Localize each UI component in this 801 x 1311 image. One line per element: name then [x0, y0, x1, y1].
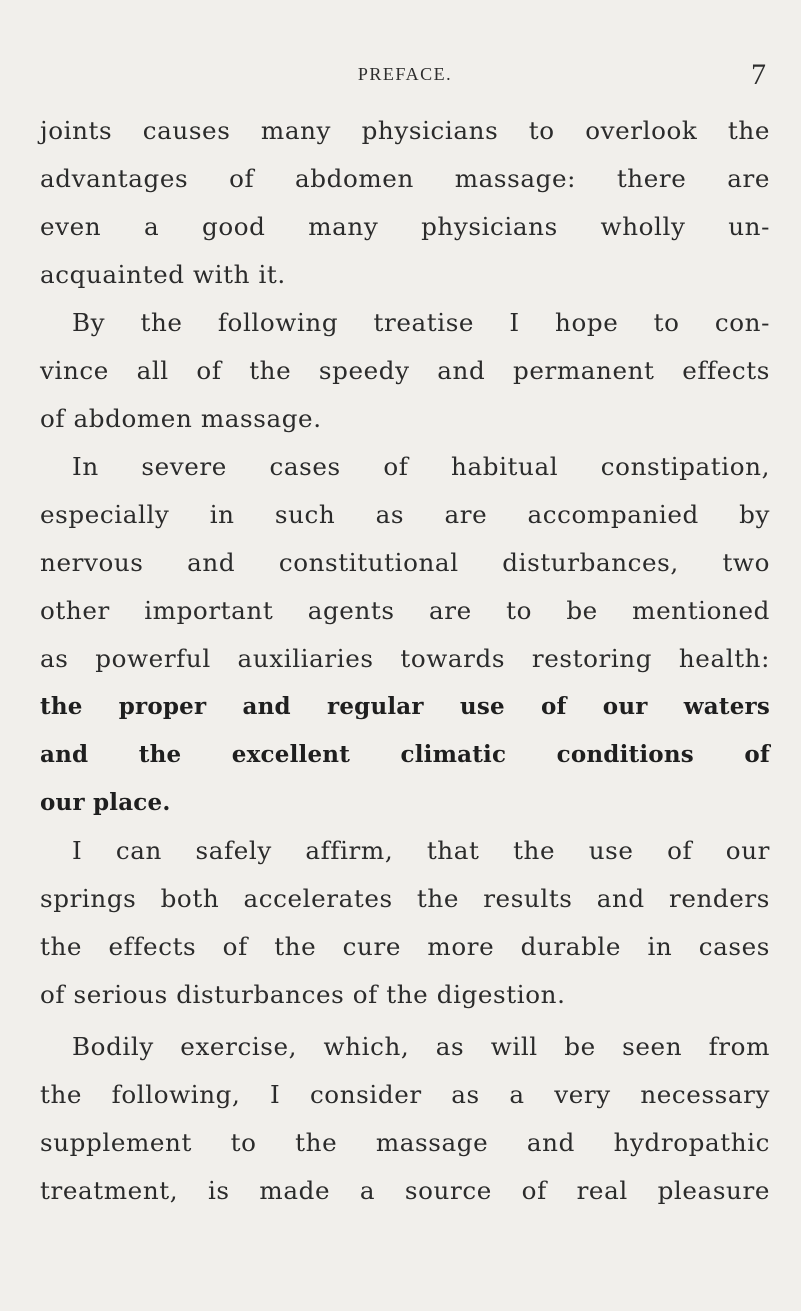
running-title: PREFACE.	[357, 64, 453, 84]
text-line: Bodily exercise, which, as will be seen from	[72, 1032, 770, 1061]
paragraph-3	[40, 443, 770, 827]
bold-text-line: the proper and regular use of our waters	[40, 693, 770, 720]
bold-text-line: and the excellent climatic conditions of	[40, 741, 770, 768]
text-line: nervous and constitutional disturbances, two	[40, 548, 770, 577]
bold-text-line: our place.	[40, 789, 171, 816]
text-line: of abdomen massage.	[40, 404, 322, 433]
text-line: the effects of the cure more durable in cases	[40, 932, 770, 961]
text-line: especially in such as are accompanied by	[40, 500, 770, 529]
paragraph-2	[40, 299, 770, 443]
text-line: In severe cases of habitual constipation,	[72, 452, 770, 481]
text-line: acquainted with it.	[40, 260, 286, 289]
running-head	[40, 58, 770, 98]
text-line: supplement to the massage and hydropathic	[40, 1128, 770, 1157]
paragraph-4	[40, 827, 770, 1019]
text-line: I can safely affirm, that the use of our	[72, 836, 770, 865]
paragraph-5	[40, 1023, 770, 1215]
page-number: 7	[751, 58, 766, 91]
text-line: as powerful auxiliaries towards restoring health:	[40, 644, 770, 673]
text-line: joints causes many physicians to overlook the	[40, 116, 770, 145]
paragraph-1	[40, 107, 770, 299]
text-line: vince all of the speedy and permanent effects	[40, 356, 770, 385]
text-line: other important agents are to be mentioned	[40, 596, 770, 625]
text-line: treatment, is made a source of real pleasure	[40, 1176, 770, 1205]
text-line: the following, I consider as a very necessary	[40, 1080, 770, 1109]
text-line: advantages of abdomen massage: there are	[40, 164, 770, 193]
text-line: of serious disturbances of the digestion.	[40, 980, 566, 1009]
text-line: By the following treatise I hope to con-	[72, 308, 770, 337]
body-text	[40, 107, 770, 1215]
text-line: even a good many physicians wholly un-	[40, 212, 770, 241]
text-line: springs both accelerates the results and renders	[40, 884, 770, 913]
